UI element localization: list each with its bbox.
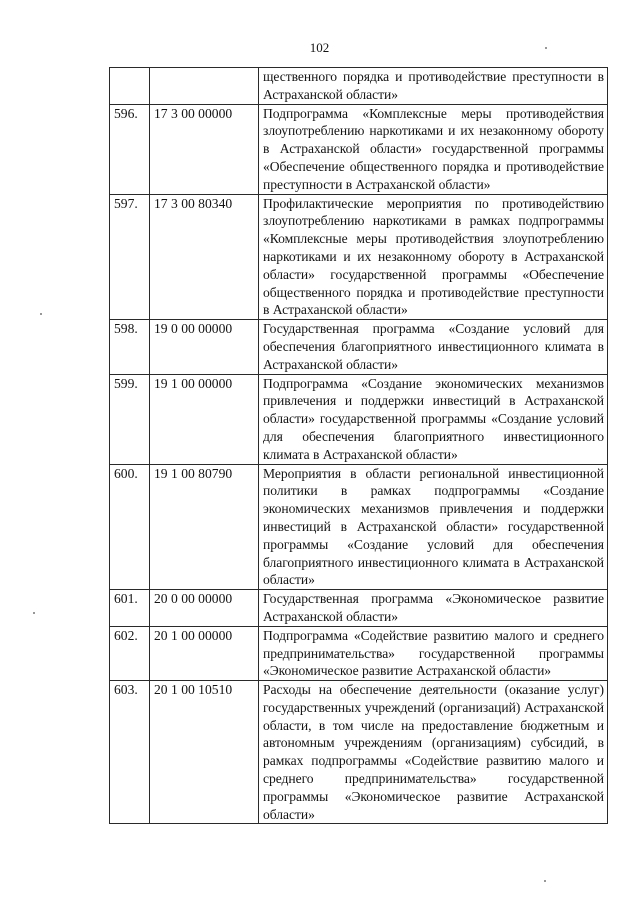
row-description: Подпрограмма «Содействие развитию малого и среднего предпринимательства» государственной программы «Экономическое развитие Астраханской области» (259, 626, 608, 680)
table-row (110, 626, 608, 680)
row-number: 602. (110, 626, 150, 680)
row-number: 597. (110, 194, 150, 320)
row-number: 598. (110, 320, 150, 374)
classification-code: 19 1 00 00000 (150, 374, 259, 464)
row-number: 601. (110, 590, 150, 627)
row-description: Профилактические мероприятия по противодействию злоупотреблению наркотиками в рамках подпрограммы «Комплексные меры противодействия злоупотреблению наркотиками и их незаконному обороту в Астраханской области» государственной программы «Обеспечение общественного порядка и противодействие преступности в Астраханской области» (259, 194, 608, 320)
row-number: 603. (110, 681, 150, 824)
table-row (110, 464, 608, 590)
row-number (110, 68, 150, 105)
classification-code: 17 3 00 00000 (150, 104, 259, 194)
classification-code: 19 0 00 00000 (150, 320, 259, 374)
row-number: 600. (110, 464, 150, 590)
classification-code: 20 1 00 00000 (150, 626, 259, 680)
table-row (110, 374, 608, 464)
classification-code: 19 1 00 80790 (150, 464, 259, 590)
scan-speck (545, 47, 547, 49)
row-description: Мероприятия в области региональной инвестиционной политики в рамках подпрограммы «Создание экономических механизмов привлечения и поддержки инвестиций в Астраханской области» государственной программы «Создание условий для обеспечения благоприятного инвестиционного климата в Астраханской области» (259, 464, 608, 590)
table-row (110, 68, 608, 105)
classification-code (150, 68, 259, 105)
scan-speck (33, 612, 35, 614)
classification-code: 20 0 00 00000 (150, 590, 259, 627)
page-number: 102 (309, 40, 330, 55)
row-description: Расходы на обеспечение деятельности (оказание услуг) государственных учреждений (организаций) Астраханской области, в том числе на предоставление бюджетным и автономным учреждениям (организациям) субсидий, в рамках подпрограммы «Содействие развитию малого и среднего предпринимательства» государственной программы «Экономическое развитие Астраханской области» (259, 681, 608, 824)
classification-code: 20 1 00 10510 (150, 681, 259, 824)
scan-speck (544, 880, 546, 882)
row-number: 596. (110, 104, 150, 194)
table-row (110, 194, 608, 320)
table-row (110, 320, 608, 374)
row-number: 599. (110, 374, 150, 464)
table-row (110, 104, 608, 194)
row-description: Подпрограмма «Комплексные меры противодействия злоупотреблению наркотиками и их незаконному обороту в Астраханской области» государственной программы «Обеспечение общественного порядка и противодействие преступности в Астраханской области» (259, 104, 608, 194)
row-description: щественного порядка и противодействие преступности в Астраханской области» (259, 68, 608, 105)
scan-speck (40, 313, 42, 315)
classification-code: 17 3 00 80340 (150, 194, 259, 320)
table-row (110, 681, 608, 824)
row-description: Государственная программа «Создание условий для обеспечения благоприятного инвестиционного климата в Астраханской области» (259, 320, 608, 374)
table-row (110, 590, 608, 627)
budget-classification-table (109, 67, 608, 824)
row-description: Государственная программа «Экономическое развитие Астраханской области» (259, 590, 608, 627)
row-description: Подпрограмма «Создание экономических механизмов привлечения и поддержки инвестиций в Астраханской области» государственной программы «Создание условий для обеспечения благоприятного инвестиционного климата в Астраханской области» (259, 374, 608, 464)
